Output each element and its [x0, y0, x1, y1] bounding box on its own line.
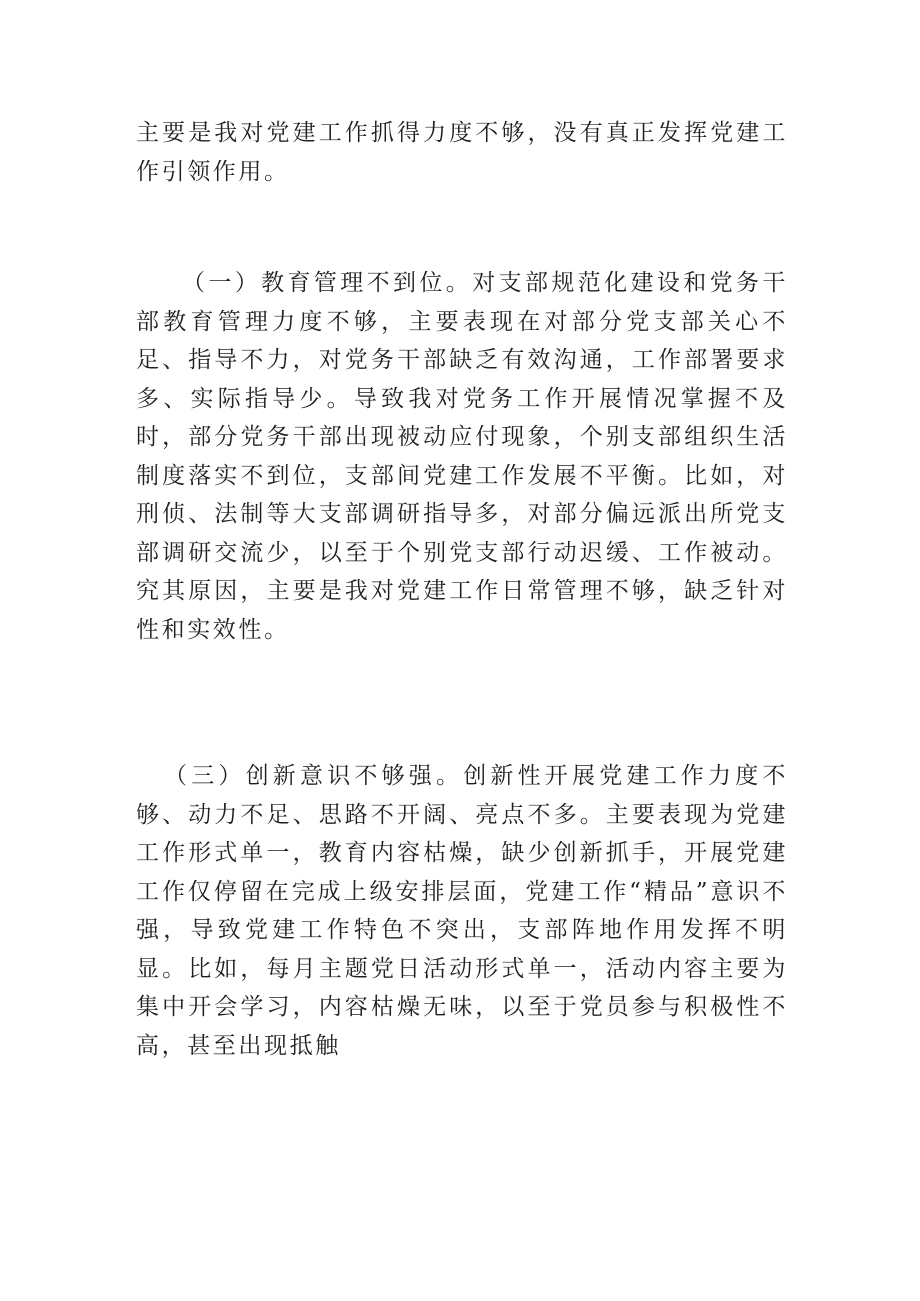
paragraph-education-management: （一）教育管理不到位。对支部规范化建设和党务干部教育管理力度不够，主要表现在对部分党支部关心不足、指导不力，对党务干部缺乏有效沟通，工作部署要求多、实际指导少。导致我对党务工作开展情况掌握不及时，部分党务干部出现被动应付现象，个别支部组织生活制度落实不到位，支部间党建工作发展不平衡。比如，对刑侦、法制等大支部调研指导多，对部分偏远派出所党支部调研交流少，以至于个别党支部行动迟缓、工作被动。究其原因，主要是我对党建工作日常管理不够，缺乏针对性和实效性。 [136, 270, 788, 643]
paragraph-innovation-awareness: （三）创新意识不够强。创新性开展党建工作力度不够、动力不足、思路不开阔、亮点不多。主要表现为党建工作形式单一，教育内容枯燥，缺少创新抓手，开展党建工作仅停留在完成上级安排层面，党建工作“精品”意识不强，导致党建工作特色不突出，支部阵地作用发挥不明显。比如，每月主题党日活动形式单一，活动内容主要为集中开会学习，内容枯燥无味，以至于党员参与积极性不高，甚至出现抵触 [136, 763, 788, 1059]
paragraph-continuation: 主要是我对党建工作抓得力度不够，没有真正发挥党建工作引领作用。 [136, 120, 788, 185]
